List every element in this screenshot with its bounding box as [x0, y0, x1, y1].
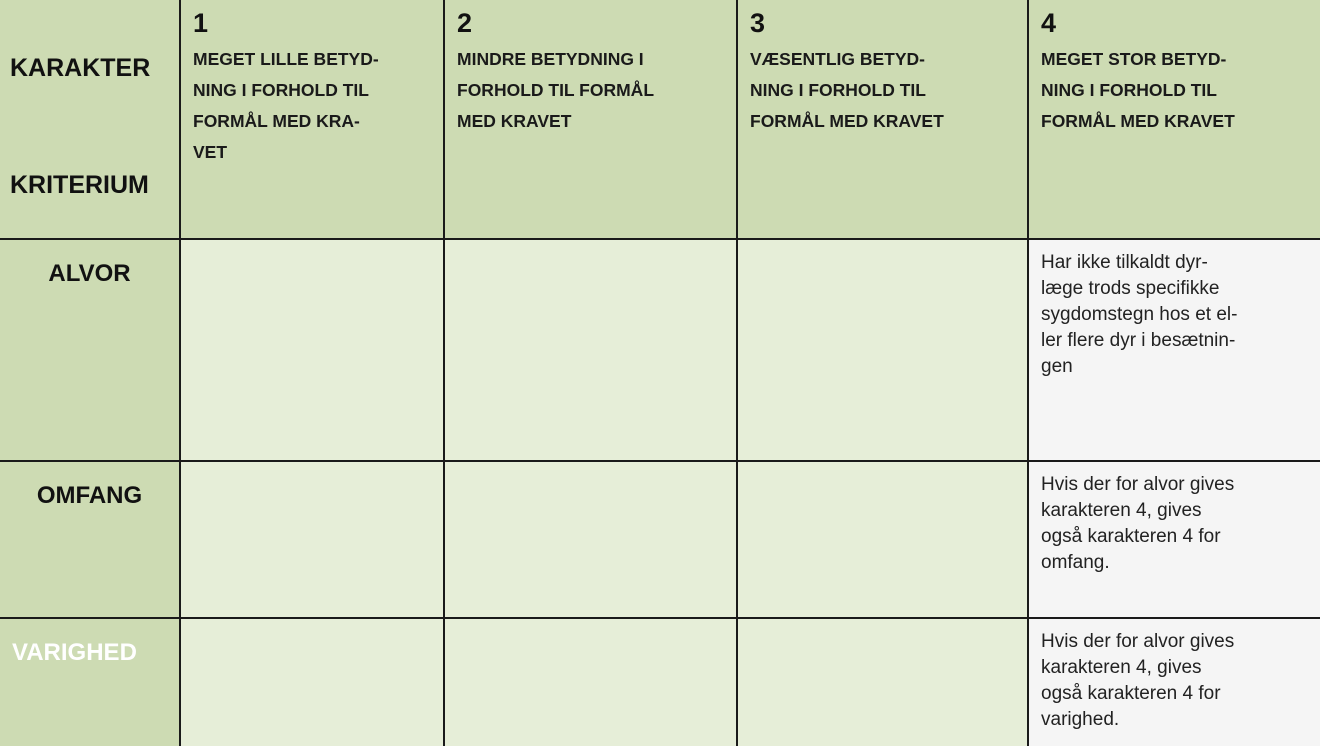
row-label: ALVOR — [48, 260, 131, 287]
table-cell — [738, 240, 1029, 462]
row-header-omfang — [0, 462, 181, 619]
column-header-1 — [181, 0, 445, 240]
note-cell-varighed — [1029, 619, 1320, 746]
column-number: 2 — [457, 8, 473, 38]
row-label: VARIGHED — [12, 639, 137, 666]
column-header-2 — [445, 0, 738, 240]
row-label: OMFANG — [36, 482, 143, 509]
column-number: 4 — [1041, 8, 1057, 38]
column-header-4 — [1029, 0, 1320, 240]
table-cell — [181, 240, 445, 462]
column-description: MEGET LILLE BETYD- NING I FORHOLD TIL FORMÅL MED KRA- VET — [193, 49, 379, 162]
kriterium-label: KRITERIUM — [10, 171, 149, 199]
column-header-3 — [738, 0, 1029, 240]
note-text: Hvis der for alvor gives karakteren 4, gives også karakteren 4 for varighed. — [1041, 631, 1235, 730]
column-description: VÆSENTLIG BETYD- NING I FORHOLD TIL FORMÅL MED KRAVET — [750, 49, 944, 131]
table-corner-cell — [0, 0, 181, 240]
note-cell-omfang — [1029, 462, 1320, 619]
note-text: Hvis der for alvor gives karakteren 4, gives også karakteren 4 for omfang. — [1041, 474, 1235, 573]
table-cell — [445, 619, 738, 746]
table-cell — [738, 462, 1029, 619]
table-cell — [445, 462, 738, 619]
column-description: MINDRE BETYDNING I FORHOLD TIL FORMÅL MED KRAVET — [457, 49, 655, 131]
column-description: MEGET STOR BETYD- NING I FORHOLD TIL FORMÅL MED KRAVET — [1041, 49, 1235, 131]
table-cell — [738, 619, 1029, 746]
note-cell-alvor — [1029, 240, 1320, 462]
table-cell — [181, 619, 445, 746]
row-header-alvor — [0, 240, 181, 462]
table-cell — [445, 240, 738, 462]
table-cell — [181, 462, 445, 619]
column-number: 3 — [750, 8, 766, 38]
karakter-label: KARAKTER — [10, 54, 151, 82]
column-number: 1 — [193, 8, 209, 38]
row-header-varighed — [0, 619, 181, 746]
note-text: Har ikke tilkaldt dyr- læge trods specifikke sygdomstegn hos et el- ler flere dyr i besætnin- gen — [1041, 252, 1238, 377]
